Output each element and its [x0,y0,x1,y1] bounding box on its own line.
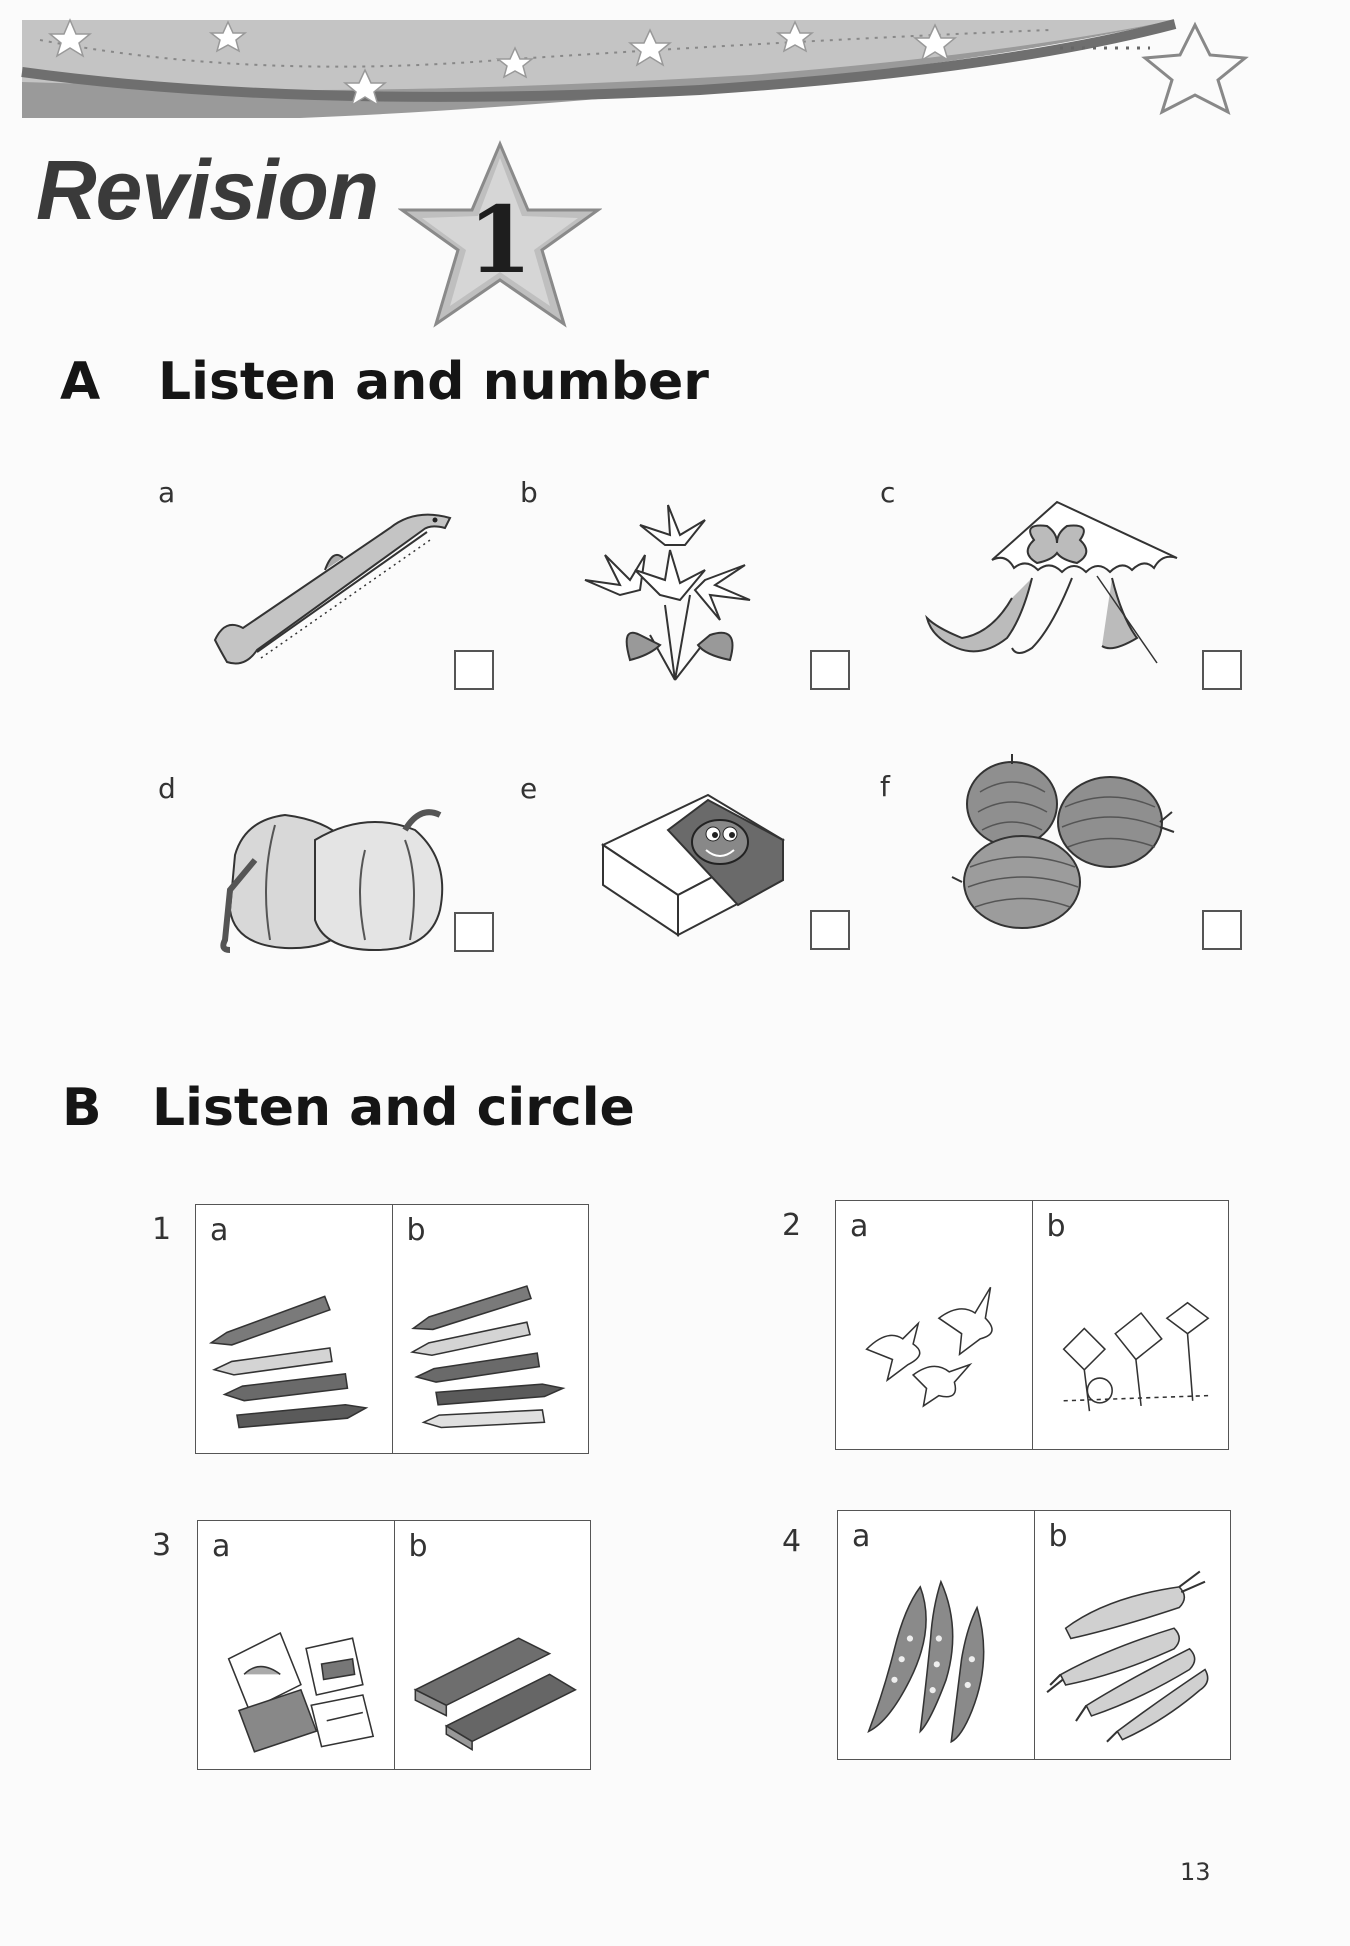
section-b-letter: B [62,1078,102,1138]
unit-number: 1 [467,186,532,294]
option-letter: a [852,1519,871,1554]
answer-box-c[interactable] [1202,650,1242,690]
textbooks-icon [405,1571,581,1757]
question-3-card [197,1520,591,1770]
section-b-instruction: Listen and circle [152,1078,635,1138]
section-a-letter: A [60,352,101,412]
question-3-option-a[interactable] [198,1521,394,1769]
option-letter: a [850,1209,869,1244]
section-b-heading [62,1078,635,1138]
question-3-number: 3 [152,1528,172,1563]
question-2-option-b[interactable] [1032,1201,1229,1449]
answer-box-d[interactable] [454,912,494,952]
item-e-letter: e [520,772,538,805]
four-pencils-icon [206,1255,382,1441]
option-letter: b [1046,1209,1066,1244]
item-b-letter: b [520,476,538,509]
dolphin-ruler-icon [205,500,455,670]
question-4-option-b[interactable] [1034,1511,1231,1759]
question-2-option-a[interactable] [836,1201,1032,1449]
question-1-number: 1 [152,1212,172,1247]
green-peppers-icon [215,800,455,955]
carrots-icon [1045,1561,1221,1747]
item-f-letter: f [880,770,890,803]
answer-box-b[interactable] [810,650,850,690]
question-1-option-b[interactable] [392,1205,589,1453]
option-letter: b [1048,1519,1068,1554]
eraser-icon [598,790,788,940]
kites-icon [1043,1251,1219,1437]
item-d-letter: d [158,772,176,805]
option-letter: b [406,1213,426,1248]
five-pencils-icon [403,1255,579,1441]
option-letter: b [408,1529,428,1564]
revision-title: Revision [36,143,379,237]
lily-flowers-icon [580,485,770,685]
page-number: 13 [1180,1858,1211,1886]
birds-icon [846,1251,1022,1437]
question-1-card [195,1204,589,1454]
answer-box-f[interactable] [1202,910,1242,950]
item-a-letter: a [158,476,176,509]
question-4-option-a[interactable] [838,1511,1034,1759]
question-3-option-b[interactable] [394,1521,591,1769]
pea-pods-icon [848,1561,1024,1747]
section-a-heading [60,352,709,412]
section-a-instruction: Listen and number [158,352,709,412]
onions-icon [950,752,1175,932]
option-letter: a [212,1529,231,1564]
question-1-option-a[interactable] [196,1205,392,1453]
header-banner [0,0,1350,140]
unit-star-badge [398,138,602,334]
butterfly-kite-icon [922,498,1180,673]
option-letter: a [210,1213,229,1248]
question-2-card [835,1200,1229,1450]
question-4-number: 4 [782,1524,802,1559]
question-4-card [837,1510,1231,1760]
answer-box-e[interactable] [810,910,850,950]
answer-box-a[interactable] [454,650,494,690]
question-2-number: 2 [782,1208,802,1243]
item-c-letter: c [880,476,896,509]
picture-books-icon [208,1571,384,1757]
